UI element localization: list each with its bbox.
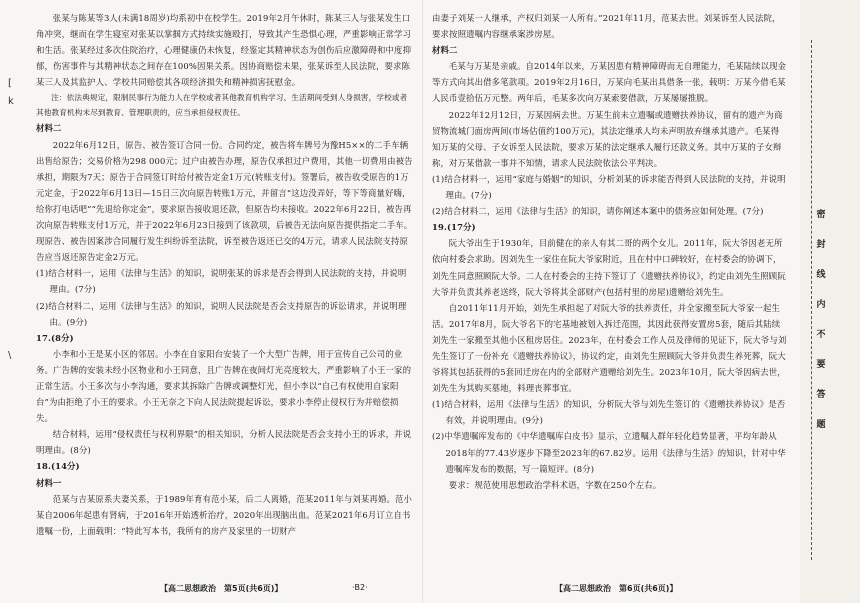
question-18-heading: 18.(14分) bbox=[36, 461, 80, 472]
question-16-2: (2)结合材料二，运用《法律与生活》的知识，说明人民法院是否会支持原告的诉讼请求，并说明理由。(9分) bbox=[36, 300, 407, 327]
question-19-text-2: 自2011年11月开始，刘先生承担起了对阮大爷的扶养责任，并全家搬至阮大爷家一起生活。2017年8月，阮大爷名下的宅基地被划入拆迁范围，其因此获得安置房5套，随后其陆续刘先生一家搬至其他小区租房居住。2023年，在村委会工作人员及律师的见证下，阮大爷与刘先生签订了一份补充《遗赠扶养协议》，协议约定，由刘先生照顾阮大爷并负责生养死葬，阮大爷将其包括获得的5套回迁房在内的全部财产遗赠给刘先生。2023年10月，阮大爷因病去世，刘先生为其购买墓地，料理丧葬事宜。 bbox=[432, 302, 787, 394]
material-note: 注：依法典规定，限制民事行为能力人在学校或者其他教育机构学习、生活期间受到人身损害，学校或者其他教育机构未尽到教育、管理职责的，应当承担侵权责任。 bbox=[36, 93, 408, 118]
question-19-requirement: 要求：规范使用思想政治学科术语，字数在250个左右。 bbox=[448, 479, 662, 490]
right-column bbox=[432, 10, 787, 493]
question-19-1: (1)结合材料，运用《法律与生活》的知识，分析阮大爷与刘先生签订的《遗赠扶养协议》是否有效，并说明理由。(9分) bbox=[432, 399, 786, 426]
scan-mark-2: k bbox=[8, 96, 14, 107]
scan-mark-1: [ bbox=[8, 78, 12, 89]
question-18-material-one-continued: 由妻子刘某一人继承，产权归刘某一人所有。”2021年11月，范某去世。刘某诉至人民法院，要求按照遗嘱内容继承案涉房屋。 bbox=[432, 13, 781, 40]
material-two-text: 2022年6月12日，原告、被告签订合同一份。合同约定，被告将车牌号为豫H5××的二手车辆出售给原告；交易价格为298 000元；过户由被告办理，原告仅承担过户费用，其他一切费用由被告承担，期限为7天；原告于合同签订时给付被告定金1万元(转账支付)。签署后，被告收受原告的1万元定金，于2022年6月13日—15日三次向原告转账1万元，并留言“这边没弄好，等下等商量好嗨，给你打电话吧”“先退给你定金”，要求原告接收退还款，但原告均未接收。2022年6月22日，被告再次向原告转账支付1万元，并于2022年6月23日接到了该款项，后被告无法向原告提供指定二手车。现原告、被告因案涉合同履行发生纠纷诉至法院，诉至被告返还已交的4万元，请求人民法院支持原告应当返还原告定金2万元。 bbox=[36, 139, 413, 263]
question-18-material-two-text-2: 2022年12月12日，万某因病去世。万某生前未立遗嘱或遗赠扶养协议，留有的遗产为商贸物流城门面房两间(市场估值约100万元)，其法定继承人均未声明放弃继承其遗产。毛某得知万某的父母、子女诉至人民法院，要求万某的法定继承人履行还款义务。其中万某的子女辩称，对万某借款一事并不知情，请求人民法院依法公平判决。 bbox=[432, 109, 783, 168]
material-two-heading: 材料二 bbox=[36, 123, 62, 134]
question-18-1: (1)结合材料一，运用“家庭与婚姻”的知识，分析刘某的诉求能否得到人民法院的支持，并说明理由。(7分) bbox=[432, 173, 786, 201]
footer-page-5: 【高二思想政治 第5页(共6页)】 bbox=[160, 584, 283, 593]
binding-margin bbox=[800, 0, 860, 603]
material-one-text: 张某与陈某等3人(未满18周岁)均系初中在校学生。2019年2月午休时，陈某三人与张某发生口角冲突，继而在学生寝室对张某以掌掴方式持续实施殴打，导致其产生恐惧心理，严重影响正常学习和生活。张某经过多次住院治疗，心理健康仍未恢复，经鉴定其精神状态为创伤后应激障碍和中度抑郁，伤害事件与其精神状态之间存在100%因果关系。因协商赔偿未果，张某诉至人民法院，要求陈某三人及其监护人、学校共同赔偿其各项经济损失和精神损害抚慰金。 bbox=[36, 13, 412, 88]
footer-page-6: 【高二思想政治 第6页(共6页)】 bbox=[555, 584, 678, 593]
question-17-heading: 17.(8分) bbox=[36, 332, 74, 343]
question-17-task: 结合材料，运用“侵权责任与权利界限”的相关知识，分析人民法院是否会支持小王的诉求，并说明理由。(8分) bbox=[36, 429, 412, 456]
left-column bbox=[36, 10, 414, 539]
question-18-2: (2)结合材料二，运用《法律与生活》的知识，请你阐述本案中的债务应如何处理。(7分) bbox=[432, 206, 764, 217]
question-17-material: 小李和小王是某小区的邻居。小李在自家阳台安装了一个大型广告牌，用于宣传自己公司的业务。广告牌的安装未经小区物业和小王同意，且广告牌在夜间灯光亮度较大，严重影响了小王一家的正常生活。小王多次与小李沟通，要求其拆除广告牌或调整灯光，但小李以“自己有权使用自家阳台”为由拒绝了小王的要求。小王无奈之下向人民法院提起诉讼，要求小李停止侵权行为并赔偿损失。 bbox=[36, 348, 412, 424]
question-18-material-one-text: 范某与吉某原系夫妻关系，于1989年育有范小某，后二人离婚，范某2011年与刘某再婚。范小某自2006年起患有肾病，于2016年开始透析治疗，2020年出现脑出血。范某2021年6月订立自书遗嘱一份，上面载明：“特此写本书，我所有的房产及家里的一切财产 bbox=[36, 493, 413, 536]
seal-dashed-line bbox=[811, 40, 812, 560]
question-19-heading: 19.(17分) bbox=[432, 222, 476, 233]
page-gutter bbox=[422, 0, 423, 603]
question-18-material-two-text-1: 毛某与万某是亲戚。自2014年以来，万某因患有精神障碍而无自理能力，毛某陆续以现金等方式向其出借多笔款项。2019年2月16日，万某向毛某出具借条一张，载明：万某今借毛某人民币壹拾伍万元整。两年后，毛某多次向万某索要借款，万某屡屡推脱。 bbox=[432, 61, 787, 104]
question-18-material-two-heading: 材料二 bbox=[432, 45, 458, 56]
question-16-1: (1)结合材料一，运用《法律与生活》的知识，说明张某的诉求是否会得到人民法院的支持，并说明理由。(7分) bbox=[36, 268, 407, 295]
question-18-material-one-heading: 材料一 bbox=[36, 477, 62, 488]
scan-mark-3: \ bbox=[8, 350, 12, 361]
question-19-2: (2)中华遗嘱库发布的《中华遗嘱库白皮书》显示，立遗嘱人群年轻化趋势显著，平均年龄从2018年的77.43岁逐步下降至2023年的67.82岁。运用《法律与生活》的知识，针对中华遗嘱库发布的数据，写一篇短评。(8分) bbox=[432, 431, 786, 474]
footer-code: ·B2· bbox=[352, 583, 368, 592]
question-19-text-1: 阮大爷出生于1930年，目前健在的亲人有其二哥的两个女儿。2011年，阮大爷因老无所依向村委会求助。因刘先生一家住在阮大爷家附近，且在村中口碑较好，在村委会的协调下，刘先生同意照顾阮大爷。二人在村委会的主持下签订了《遗赠扶养协议》，约定由刘先生照顾阮大爷并负责其养老送终，阮大爷将其全部财产(包括村里的房屋)遗赠给刘先生。 bbox=[432, 238, 786, 297]
seal-line-notice: 密封线内不要答题 bbox=[816, 210, 826, 430]
